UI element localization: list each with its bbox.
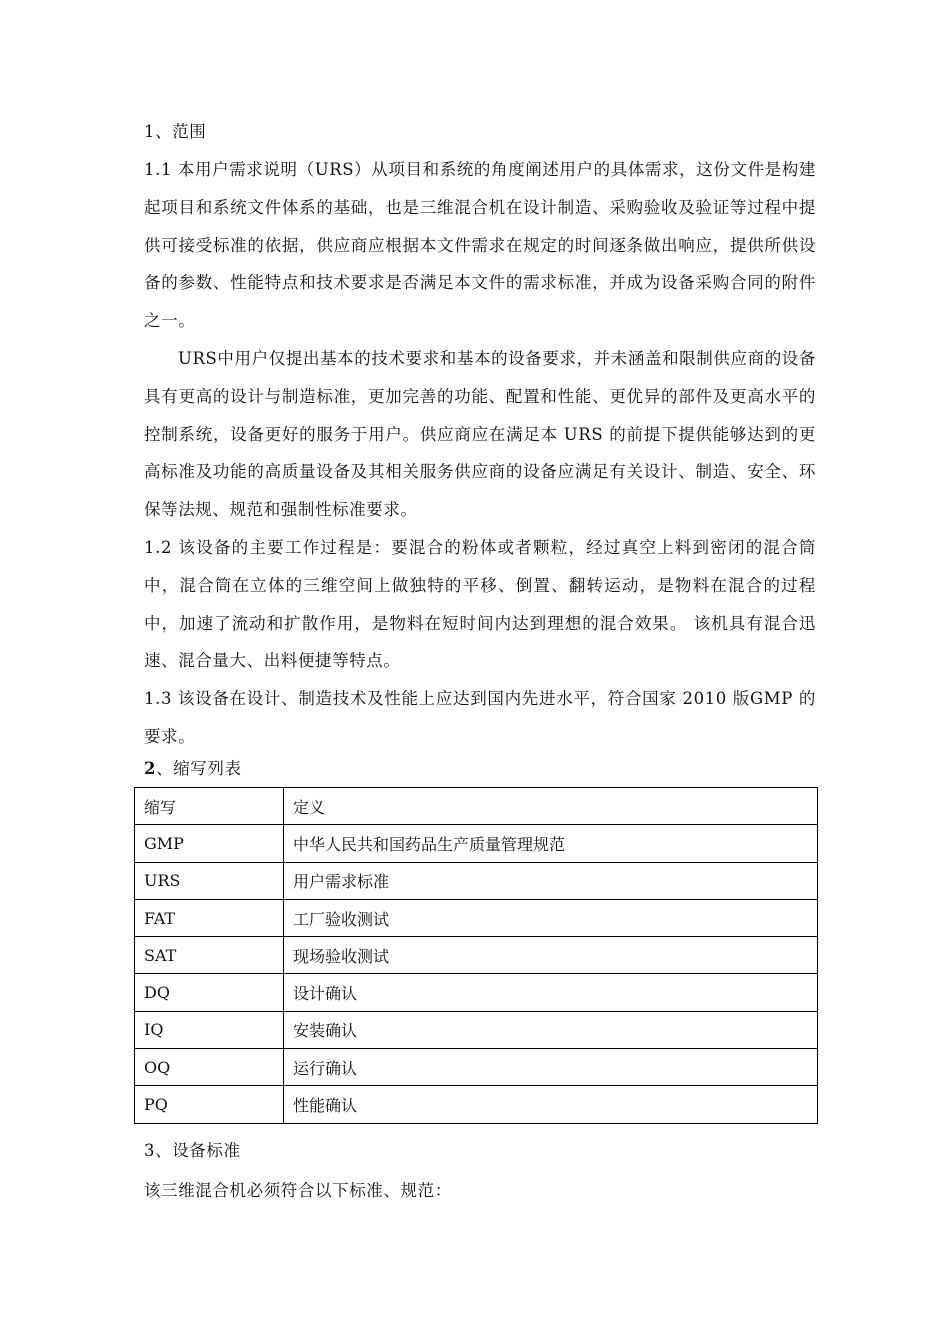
abbr-cell: GMP: [135, 825, 284, 862]
definition-cell: 工厂验收测试: [284, 899, 818, 936]
table-row: [135, 937, 818, 974]
header-cell-abbr: 缩写: [135, 788, 284, 825]
abbr-cell: DQ: [135, 974, 284, 1011]
abbr-cell: FAT: [135, 899, 284, 936]
abbr-cell: PQ: [135, 1086, 284, 1123]
table-row: [135, 825, 818, 862]
table-header-row: [135, 788, 818, 825]
table-row: [135, 862, 818, 899]
paragraph-1-3: 1.3 该设备在设计、制造技术及性能上应达到国内先进水平，符合国家 2010 版GMP 的要求。: [144, 689, 816, 746]
header-cell-definition: 定义: [284, 788, 818, 825]
definition-cell: 设计确认: [284, 974, 818, 1011]
definition-cell: 中华人民共和国药品生产质量管理规范: [284, 825, 818, 862]
definition-cell: 运行确认: [284, 1049, 818, 1086]
paragraph-1-1: 1.1 本用户需求说明（URS）从项目和系统的角度阐述用户的具体需求，这份文件是构建起项目和系统文件体系的基础，也是三维混合机在设计制造、采购验收及验证等过程中提供可接受标准的依据，供应商应根据本文件需求在规定的时间逐条做出响应，提供所供设备的参数、性能特点和技术要求是否满足本文件的需求标准，并成为设备采购合同的附件之一。: [144, 160, 816, 331]
section-2-number: 2: [144, 759, 157, 778]
table-row: [135, 1086, 818, 1123]
abbreviation-table: [134, 787, 818, 1124]
definition-cell: 用户需求标准: [284, 862, 818, 899]
section-2-heading: [144, 750, 816, 788]
definition-cell: 现场验收测试: [284, 937, 818, 974]
abbr-cell: SAT: [135, 937, 284, 974]
section-2-title: 、缩写列表: [156, 759, 242, 778]
paragraph-1-2: 1.2 该设备的主要工作过程是：要混合的粉体或者颗粒，经过真空上料到密闭的混合筒中，混合筒在立体的三维空间上做独特的平移、倒置、翻转运动，是物料在混合的过程中，加速了流动和扩散作用，是物料在短时间内达到理想的混合效果。 该机具有混合迅速、混合量大、出料便捷等特点。: [144, 538, 816, 671]
definition-cell: 性能确认: [284, 1086, 818, 1123]
table-row: [135, 974, 818, 1011]
abbr-cell: OQ: [135, 1049, 284, 1086]
paragraph-1-1-urs: URS中用户仅提出基本的技术要求和基本的设备要求，并未涵盖和限制供应商的设备具有更高的设计与制造标准，更加完善的功能、配置和性能、更优异的部件及更高水平的控制系统，设备更好的服务于用户。供应商应在满足本 URS 的前提下提供能够达到的更高标准及功能的高质量设备及其相关服务供应商的设备应满足有关设计、制造、安全、环保等法规、规范和强制性标准要求。: [144, 349, 816, 520]
abbr-cell: IQ: [135, 1011, 284, 1048]
paragraph-3: 该三维混合机必须符合以下标准、规范：: [144, 1181, 452, 1200]
section-3-heading: 3、设备标准: [144, 1141, 241, 1160]
table-row: [135, 1049, 818, 1086]
definition-cell: 安装确认: [284, 1011, 818, 1048]
table-row: [135, 1011, 818, 1048]
section-1-heading: 1、范围: [144, 122, 207, 141]
table-row: [135, 899, 818, 936]
abbr-cell: URS: [135, 862, 284, 899]
